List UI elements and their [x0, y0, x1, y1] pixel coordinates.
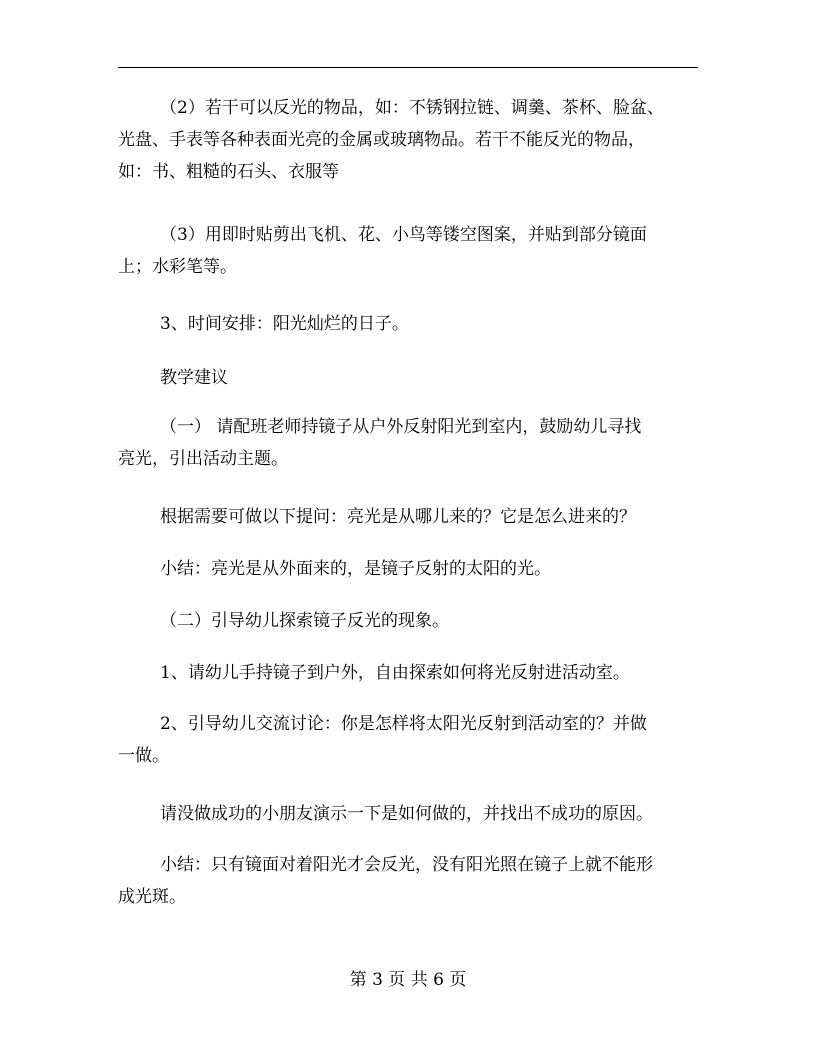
paragraph-materials-3: [118, 219, 698, 283]
paragraph-summary-one: [118, 553, 698, 585]
text-line: 根据需要可做以下提问：亮光是从哪儿来的？它是怎么进来的？: [160, 507, 636, 527]
paragraph-step-two: [118, 605, 698, 637]
text-line: 教学建议: [160, 368, 228, 388]
text-line: 如：书、粗糙的石头、衣服等: [118, 162, 339, 182]
text-line: 2、引导幼儿交流讨论：你是怎样将太阳光反射到活动室的？并做: [160, 714, 647, 734]
paragraph-summary-two: [118, 849, 698, 913]
text-line: 成光斑。: [118, 887, 186, 907]
paragraph-demonstration: [118, 798, 698, 830]
paragraph-questions: [118, 501, 698, 533]
paragraph-step-one: [118, 411, 698, 475]
section-heading-teaching-suggestions: [118, 362, 698, 394]
text-line: （2）若干可以反光的物品，如：不锈钢拉链、调羹、茶杯、脸盆、: [160, 98, 664, 118]
page-number-footer: 第 3 页 共 6 页: [349, 970, 467, 990]
text-line: 一做。: [118, 746, 169, 766]
text-line: （3）用即时贴剪出飞机、花、小鸟等镂空图案，并贴到部分镜面: [160, 225, 647, 245]
text-line: （一） 请配班老师持镜子从户外反射阳光到室内，鼓励幼儿寻找: [160, 417, 642, 437]
paragraph-activity-one: [118, 657, 698, 689]
text-line: （二）引导幼儿探索镜子反光的现象。: [160, 611, 449, 631]
text-line: 小结：亮光是从外面来的，是镜子反射的太阳的光。: [160, 559, 551, 579]
text-line: 上；水彩笔等。: [118, 257, 237, 277]
text-line: 1、请幼儿手持镜子到户外，自由探索如何将光反射进活动室。: [160, 663, 630, 683]
paragraph-time-schedule: [118, 308, 698, 340]
paragraph-activity-two: [118, 708, 698, 772]
text-line: 小结：只有镜面对着阳光才会反光，没有阳光照在镜子上就不能形: [160, 855, 653, 875]
header-rule: [118, 67, 698, 68]
text-line: 亮光，引出活动主题。: [118, 449, 288, 469]
text-line: 请没做成功的小朋友演示一下是如何做的，并找出不成功的原因。: [160, 804, 653, 824]
text-line: 3、时间安排：阳光灿烂的日子。: [160, 314, 409, 334]
text-line: 光盘、手表等各种表面光亮的金属或玻璃物品。若干不能反光的物品，: [118, 130, 645, 150]
paragraph-materials-2: [118, 92, 698, 188]
